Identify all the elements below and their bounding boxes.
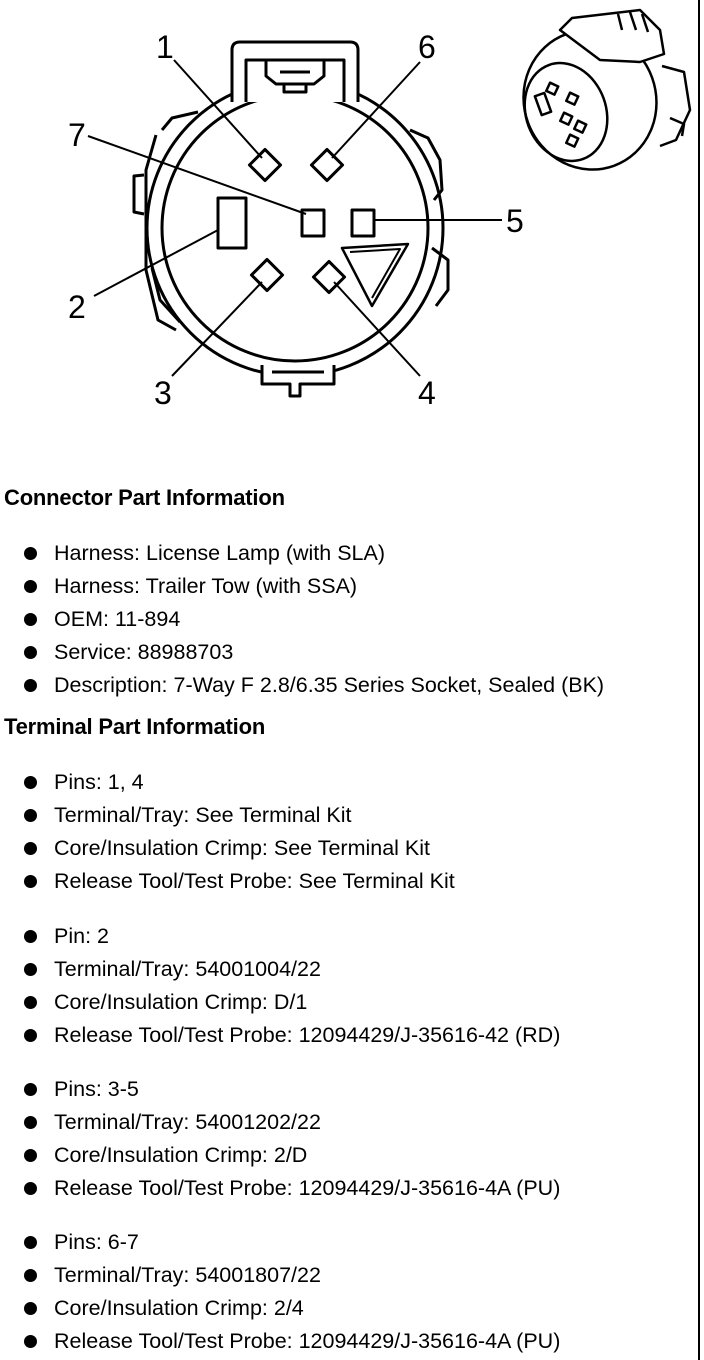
list-item: Core/Insulation Crimp: 2/D (0, 1139, 560, 1172)
callout-leaders (88, 60, 502, 376)
list-item: Pins: 1, 4 (0, 766, 455, 799)
list-item: Pins: 3-5 (0, 1073, 560, 1106)
callout-5: 5 (506, 203, 524, 239)
list-item: Core/Insulation Crimp: 2/4 (0, 1292, 560, 1325)
connector-key-wedge-inner (350, 249, 400, 298)
bullet-icon (24, 842, 37, 855)
connector-part-info-heading: Connector Part Information (4, 485, 285, 510)
thumb-cavity (560, 113, 572, 125)
list-item: Core/Insulation Crimp: See Terminal Kit (0, 832, 455, 865)
list-item: Pins: 6-7 (0, 1226, 560, 1259)
list-item: Pin: 2 (0, 920, 560, 953)
terminal-group-pin-2 (0, 920, 560, 1052)
bullet-icon (24, 1149, 37, 1162)
cavity-6 (311, 149, 342, 180)
thumb-face (511, 51, 620, 172)
terminal-group-pins-1-4 (0, 766, 455, 898)
callout-1: 1 (156, 29, 174, 65)
list-item: Description: 7-Way F 2.8/6.35 Series Socket, Sealed (BK) (0, 669, 604, 702)
cavity-2 (218, 198, 246, 248)
callout-3: 3 (154, 375, 172, 411)
list-item: Harness: Trailer Tow (with SSA) (0, 570, 604, 603)
page-right-border (698, 0, 700, 1360)
list-item: OEM: 11-894 (0, 603, 604, 636)
bullet-icon (24, 679, 37, 692)
list-item: Terminal/Tray: 54001202/22 (0, 1106, 560, 1139)
bullet-icon (24, 613, 37, 626)
list-item: Harness: License Lamp (with SLA) (0, 537, 604, 570)
bullet-icon (24, 963, 37, 976)
bullet-icon (24, 1302, 37, 1315)
bullet-icon (24, 809, 37, 822)
thumb-cavity (535, 93, 551, 115)
callout-4: 4 (418, 375, 436, 411)
bullet-icon (24, 1029, 37, 1042)
cavity-1 (249, 149, 280, 180)
thumb-cavity (574, 121, 586, 133)
connector-diagram (0, 0, 704, 470)
connector-perspective-thumbnail (504, 10, 690, 188)
bullet-icon (24, 996, 37, 1009)
bullet-icon (24, 1083, 37, 1096)
callout-2: 2 (68, 289, 86, 325)
list-item: Terminal/Tray: 54001807/22 (0, 1259, 560, 1292)
cavity-3 (251, 259, 282, 290)
bullet-icon (24, 776, 37, 789)
list-item: Release Tool/Test Probe: 12094429/J-35616-4A (PU) (0, 1325, 560, 1358)
thumb-latch (560, 10, 664, 62)
thumb-cavity (546, 83, 558, 95)
connector-left-rib (134, 175, 144, 214)
bullet-icon (24, 930, 37, 943)
terminal-group-pins-3-5 (0, 1073, 560, 1205)
connector-part-info-list (0, 537, 604, 702)
connector-bottom-tab (262, 365, 334, 396)
bullet-icon (24, 646, 37, 659)
connector-outer-ring (147, 80, 443, 376)
thumb-side-rib (660, 66, 690, 146)
bullet-icon (24, 547, 37, 560)
bullet-icon (24, 1269, 37, 1282)
bullet-icon (24, 1182, 37, 1195)
callout-7: 7 (68, 117, 86, 153)
connector-inner-ring (162, 95, 428, 361)
bullet-icon (24, 1236, 37, 1249)
list-item: Core/Insulation Crimp: D/1 (0, 986, 560, 1019)
list-item: Service: 88988703 (0, 636, 604, 669)
list-item: Release Tool/Test Probe: 12094429/J-35616-42 (RD) (0, 1019, 560, 1052)
list-item: Release Tool/Test Probe: 12094429/J-35616-4A (PU) (0, 1172, 560, 1205)
thumb-cavity (566, 135, 578, 147)
terminal-group-pins-6-7 (0, 1226, 560, 1358)
list-item: Terminal/Tray: See Terminal Kit (0, 799, 455, 832)
cavity-5 (352, 210, 374, 236)
terminal-part-info-heading: Terminal Part Information (4, 714, 266, 739)
list-item: Terminal/Tray: 54001004/22 (0, 953, 560, 986)
leader-7 (88, 136, 306, 214)
bullet-icon (24, 875, 37, 888)
bullet-icon (24, 580, 37, 593)
callout-6: 6 (418, 29, 436, 65)
thumb-cavity (566, 93, 578, 105)
bullet-icon (24, 1335, 37, 1348)
bullet-icon (24, 1116, 37, 1129)
list-item: Release Tool/Test Probe: See Terminal Kit (0, 865, 455, 898)
